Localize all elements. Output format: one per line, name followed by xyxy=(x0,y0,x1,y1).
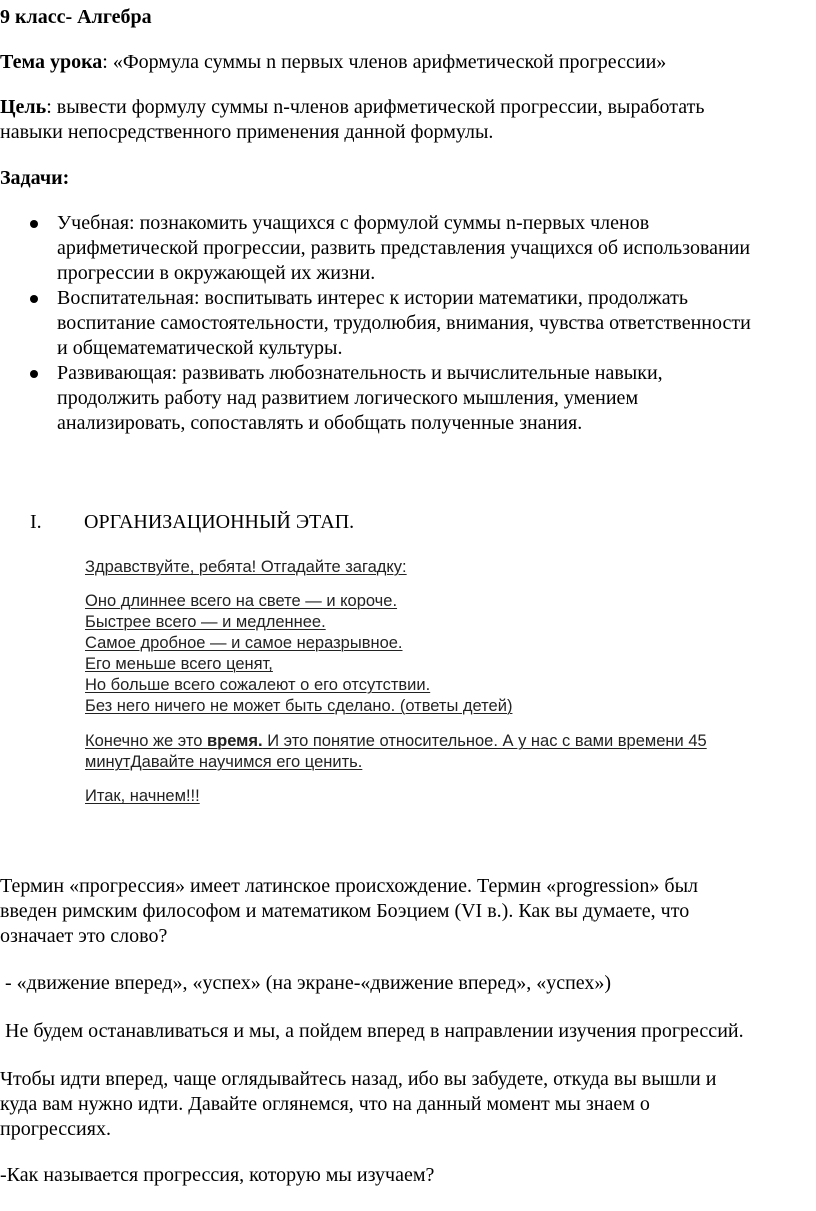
task-line: Развивающая: развивать любознательность и вычислительные навыки, xyxy=(57,362,663,384)
task-line: прогрессии в окружающей их жизни. xyxy=(57,262,376,284)
lookback-line: Чтобы идти вперед, чаще оглядывайтесь назад, ибо вы забудете, откуда вы вышли и xyxy=(0,1068,717,1090)
term-line: введен римским философом и математиком Боэцием (VI в.). Как вы думаете, что xyxy=(0,900,690,922)
goal-line-2: навыки непосредственного применения данной формулы. xyxy=(0,121,494,143)
term-paragraph xyxy=(0,874,816,949)
bullet-icon xyxy=(30,295,38,303)
bullet-icon xyxy=(30,370,38,378)
riddle-verse xyxy=(85,591,512,717)
lookback-line: прогрессиях. xyxy=(0,1118,111,1140)
question-paragraph: -Как называется прогрессия, которую мы изучаем? xyxy=(0,1164,435,1186)
riddle-answer xyxy=(85,731,707,773)
riddle-answer-post: И это понятие относительное. А у нас с вами времени 45 xyxy=(262,732,707,750)
topic-label: Тема урока xyxy=(0,51,103,73)
task-line: воспитание самостоятельности, трудолюбия, внимания, чувства ответственности xyxy=(57,312,751,334)
term-line: означает это слово? xyxy=(0,925,168,947)
topic-line xyxy=(0,50,666,75)
task-line: анализировать, сопоставлять и обобщать полученные знания. xyxy=(57,412,583,434)
list-item xyxy=(0,361,816,436)
class-heading xyxy=(0,5,152,30)
section-title: ОРГАНИЗАЦИОННЫЙ ЭТАП. xyxy=(84,511,355,533)
list-item xyxy=(0,286,816,361)
term-line: Термин «прогрессия» имеет латинское происхождение. Термин «progression» был xyxy=(0,875,698,897)
riddle-answer-line-2: минутДавайте научимся его ценить. xyxy=(85,753,363,771)
riddle-line: Но больше всего сожалеют о его отсутствии. xyxy=(85,676,431,694)
forward-paragraph: Не будем останавливаться и мы, а пойдем вперед в направлении изучения прогрессий. xyxy=(0,1020,744,1042)
tasks-list xyxy=(0,211,816,436)
bullet-icon xyxy=(30,220,38,228)
class-heading-text: 9 класс- Алгебра xyxy=(0,6,152,28)
task-line: продолжить работу над развитием логического мышления, умением xyxy=(57,387,639,409)
goal-line-1: : вывести формулу суммы n-членов арифметической прогрессии, выработать xyxy=(46,96,705,118)
task-line: Воспитательная: воспитывать интерес к истории математики, продолжать xyxy=(57,287,688,309)
riddle-line: Его меньше всего ценят, xyxy=(85,655,273,673)
riddle-line: Быстрее всего — и медленнее. xyxy=(85,613,326,631)
tasks-heading-text: Задачи: xyxy=(0,167,70,189)
riddle-answer-pre: Конечно же это xyxy=(85,732,207,750)
topic-text: «Формула суммы n первых членов арифметической прогрессии» xyxy=(107,51,667,73)
goal-label: Цель xyxy=(0,96,47,118)
riddle-line: Самое дробное — и самое неразрывное. xyxy=(85,634,403,652)
lookback-line: куда вам нужно идти. Давайте оглянемся, что на данный момент мы знаем о xyxy=(0,1093,650,1115)
list-item xyxy=(0,211,816,286)
term-answer: - «движение вперед», «успех» (на экране-«движение вперед», «успех») xyxy=(0,972,612,994)
topic-colon: : xyxy=(102,51,108,73)
task-line: арифметической прогрессии, развить представления учащихся об использовании xyxy=(57,237,751,259)
goal-paragraph xyxy=(0,95,816,145)
riddle-line: Без него ничего не может быть сделано. (ответы детей) xyxy=(85,697,513,715)
task-line: Учебная: познакомить учащихся с формулой суммы n-первых членов xyxy=(57,212,650,234)
riddle-answer-bold: время. xyxy=(207,732,263,750)
section-numeral: I. xyxy=(30,511,42,533)
task-line: и общематематической культуры. xyxy=(57,337,343,359)
tasks-heading xyxy=(0,166,69,191)
riddle-greeting: Здравствуйте, ребята! Отгадайте загадку: xyxy=(85,558,407,576)
riddle-start: Итак, начнем!!! xyxy=(85,787,200,805)
riddle-line: Оно длиннее всего на свете — и короче. xyxy=(85,592,398,610)
lookback-paragraph xyxy=(0,1067,816,1142)
